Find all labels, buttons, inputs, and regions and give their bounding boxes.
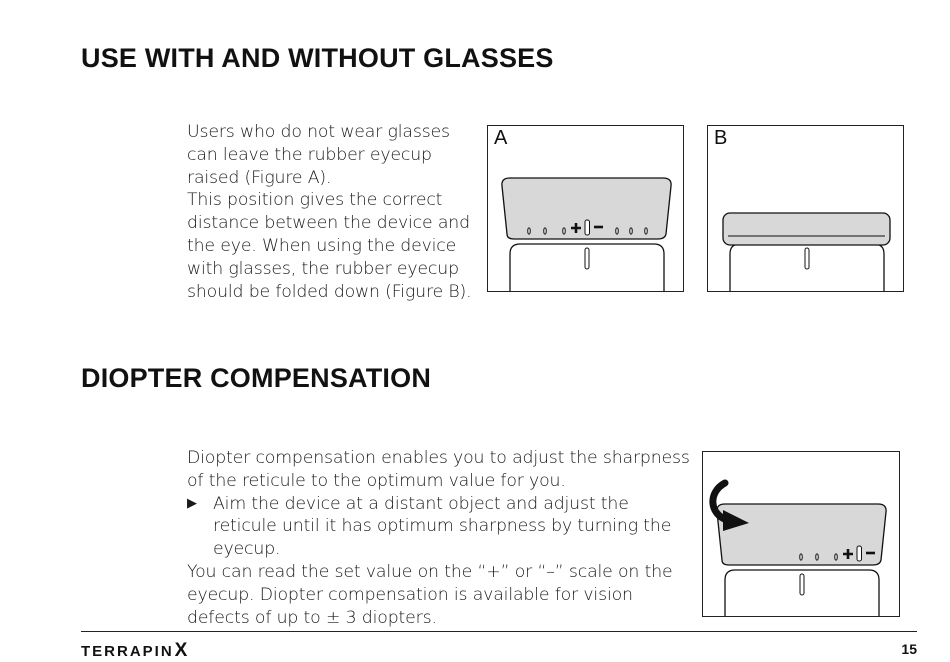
eyecup-raised-illustration — [488, 126, 684, 292]
brand-name: TERRAPIN — [81, 643, 174, 660]
figure-a-eyecup-raised — [487, 125, 684, 292]
diopter-instructions — [187, 447, 692, 629]
glasses-paragraph-2: This position gives the correct distance between the device and the eye. When using the device with glasses, the rubber eyecup should be folded down (Figure B). — [187, 190, 472, 302]
diopter-outro: You can read the set value on the “+” or “–” scale on the eyecup. Diopter compensation is available for vision defects of up to ± 3 diopters. — [187, 561, 673, 628]
glasses-instructions — [187, 121, 477, 303]
triangle-bullet-icon: ▶ — [187, 495, 197, 511]
brand-suffix: X — [174, 640, 188, 661]
section-title-glasses: USE WITH AND WITHOUT GLASSES — [81, 43, 554, 73]
diopter-step-text: Aim the device at a distant object and adjust the reticule until it has optimum sharpness by turning the eyecup. — [213, 493, 672, 560]
section-title-diopter: DIOPTER COMPENSATION — [81, 363, 432, 393]
diopter-step — [187, 493, 692, 561]
figure-diopter-adjustment — [702, 451, 900, 617]
footer-divider — [81, 631, 917, 632]
figure-b-label: B — [714, 127, 728, 149]
figure-a-label: A — [494, 127, 508, 149]
figure-b-eyecup-folded — [707, 125, 904, 292]
page-number: 15 — [901, 641, 917, 657]
glasses-paragraph-1: Users who do not wear glasses can leave the rubber eyecup raised (Figure A). — [187, 122, 450, 188]
diopter-eyecup-illustration — [703, 452, 900, 617]
brand-logo — [81, 640, 187, 662]
diopter-intro: Diopter compensation enables you to adjust the sharpness of the reticule to the optimum value for you. — [187, 448, 690, 491]
eyecup-folded-illustration — [708, 126, 904, 292]
